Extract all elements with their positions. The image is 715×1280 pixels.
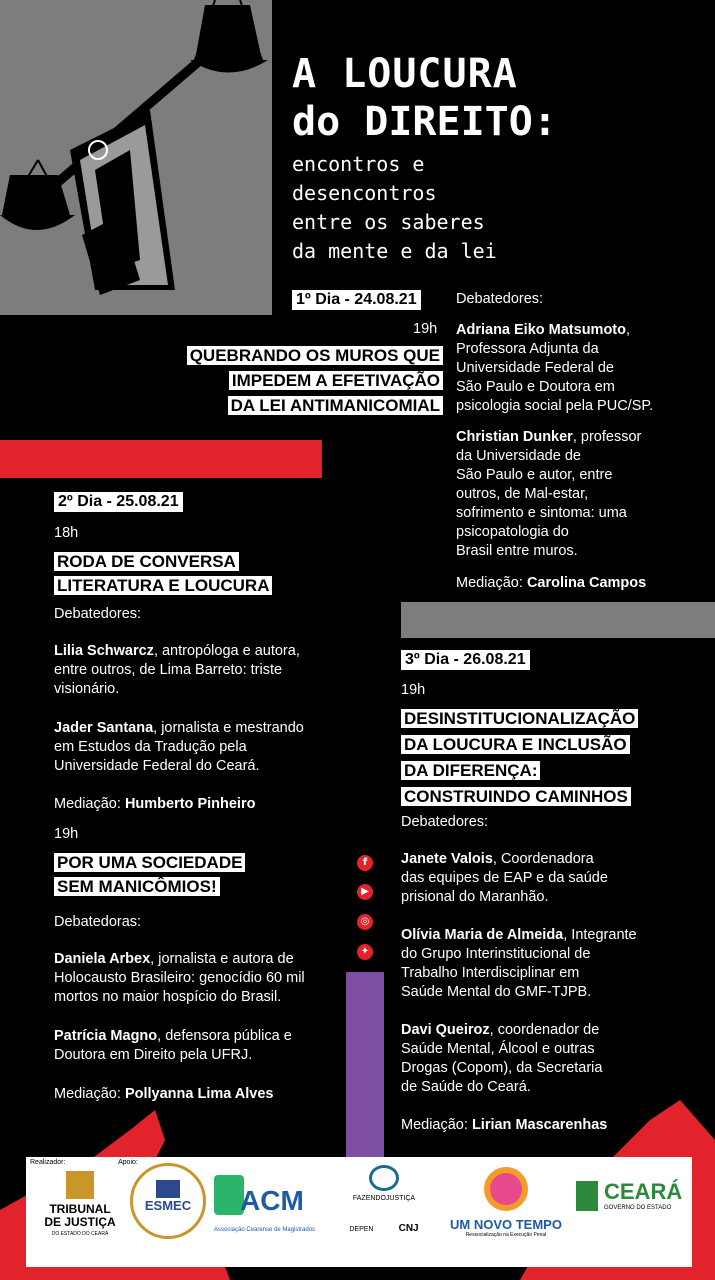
apoio-label: Apoio: — [118, 1159, 138, 1166]
day1-debater2: Christian Dunker, professor da Universidade de São Paulo e autor, entre outros, de Mal-estar, sofrimento e sintoma: uma psicopatologia do Brasil entre muros. — [456, 429, 642, 559]
day2-date-badge: 2º Dia - 25.08.21 — [54, 492, 183, 512]
fazendo-justica-logo: FAZENDOJUSTIÇA DEPEN CNJ — [332, 1165, 436, 1255]
esmec-logo: ESMEC — [130, 1163, 206, 1239]
day2-session1-mediation: Mediação: Humberto Pinheiro — [54, 796, 256, 812]
twitter-icon[interactable]: ✦ — [357, 944, 373, 960]
esmec-emblem-icon — [156, 1180, 180, 1198]
day2-session2-debater2: Patrícia Magno, defensora pública e Doutora em Direito pela UFRJ. — [54, 1028, 292, 1063]
day2-session1-debaters-label: Debatedores: — [54, 606, 142, 622]
main-title-line1: A LOUCURA — [292, 51, 518, 97]
um-novo-tempo-icon — [484, 1167, 528, 1211]
day1-mediation: Mediação: Carolina Campos — [456, 575, 647, 591]
scales-of-justice-illustration — [0, 0, 272, 315]
gray-divider-strip — [401, 602, 715, 638]
um-novo-tempo-logo: UM NOVO TEMPO Ressocialização na Execução Penal — [444, 1165, 568, 1255]
depen-logo: DEPEN — [349, 1226, 374, 1233]
cnj-logo: CNJ — [398, 1223, 419, 1234]
day2-session1-debater2: Jader Santana, jornalista e mestrando em Estudos da Tradução pela Universidade Federal do Ceará. — [54, 720, 304, 774]
day3-time: 19h — [401, 682, 426, 698]
day3-debater3: Davi Queiroz, coordenador de Saúde Mental, Álcool e outras Drogas (Copom), da Secretaria de Saúde do Ceará. — [401, 1022, 603, 1095]
day1-headline: QUEBRANDO OS MUROS QUE IMPEDEM A EFETIVAÇÃO DA LEI ANTIMANICOMIAL — [187, 344, 443, 417]
youtube-icon[interactable]: ▶ — [357, 884, 373, 900]
day1-debater1: Adriana Eiko Matsumoto, Professora Adjunta da Universidade Federal de São Paulo e Doutora em psicologia social pela PUC/SP. — [456, 322, 654, 414]
realizador-label: Realizador: — [30, 1159, 66, 1166]
instagram-icon[interactable]: ◎ — [357, 914, 373, 930]
acm-logo: ACM Associação Cearense de Magistrados — [214, 1169, 324, 1239]
tjce-emblem-icon — [66, 1171, 94, 1199]
ceara-governo-logo: CEARÁ GOVERNO DO ESTADO — [574, 1177, 690, 1237]
day3-mediation: Mediação: Lirian Mascarenhas — [401, 1117, 608, 1133]
day3-debater1: Janete Valois, Coordenadora das equipes de EAP e da saúde prisional do Maranhão. — [401, 851, 608, 905]
day1-time: 19h — [413, 321, 438, 337]
fazendo-justica-icon — [369, 1165, 399, 1191]
day2-session2-debater1: Daniela Arbex, jornalista e autora de Holocausto Brasileiro: genocídio 60 mil mortos no maior hospício do Brasil. — [54, 951, 305, 1005]
day2-session2-debaters-label: Debatedoras: — [54, 914, 142, 930]
day1-debaters-label: Debatedores: — [456, 291, 544, 307]
tjce-logo: TRIBUNAL DE JUSTIÇA DO ESTADO DO CEARÁ — [40, 1171, 120, 1237]
main-subtitle: encontros e desencontros entre os saberes da mente e da lei — [292, 152, 497, 263]
day3-debater2: Olívia Maria de Almeida, Integrante do Grupo Interinstitucional de Trabalho Interdisciplinar em Saúde Mental do GMF-TJPB. — [401, 927, 637, 1000]
day2-session2-mediation: Mediação: Pollyanna Lima Alves — [54, 1086, 274, 1102]
day3-headline: DESINSTITUCIONALIZAÇÃO DA LOUCURA E INCLUSÃO DA DIFERENÇA: CONSTRUINDO CAMINHOS — [401, 707, 638, 808]
day2-session1-debater1: Lilia Schwarcz, antropóloga e autora, entre outros, de Lima Barreto: triste visionário. — [54, 643, 300, 697]
day2-session1-headline: RODA DE CONVERSA LITERATURA E LOUCURA — [54, 550, 272, 597]
facebook-icon[interactable]: f — [357, 855, 373, 871]
day1-date-badge: 1º Dia - 24.08.21 — [292, 290, 421, 310]
day2-session2-headline: POR UMA SOCIEDADE SEM MANICÔMIOS! — [54, 851, 245, 898]
day3-debaters-label: Debatedores: — [401, 814, 489, 830]
main-title-line2: do DIREITO: — [292, 99, 557, 145]
day3-date-badge: 3º Dia - 26.08.21 — [401, 650, 530, 670]
red-divider-bar — [0, 440, 322, 478]
day2-session1-time: 18h — [54, 525, 79, 541]
ceara-coat-icon — [576, 1181, 598, 1211]
sponsors-footer — [26, 1157, 692, 1267]
day2-session2-time: 19h — [54, 826, 79, 842]
